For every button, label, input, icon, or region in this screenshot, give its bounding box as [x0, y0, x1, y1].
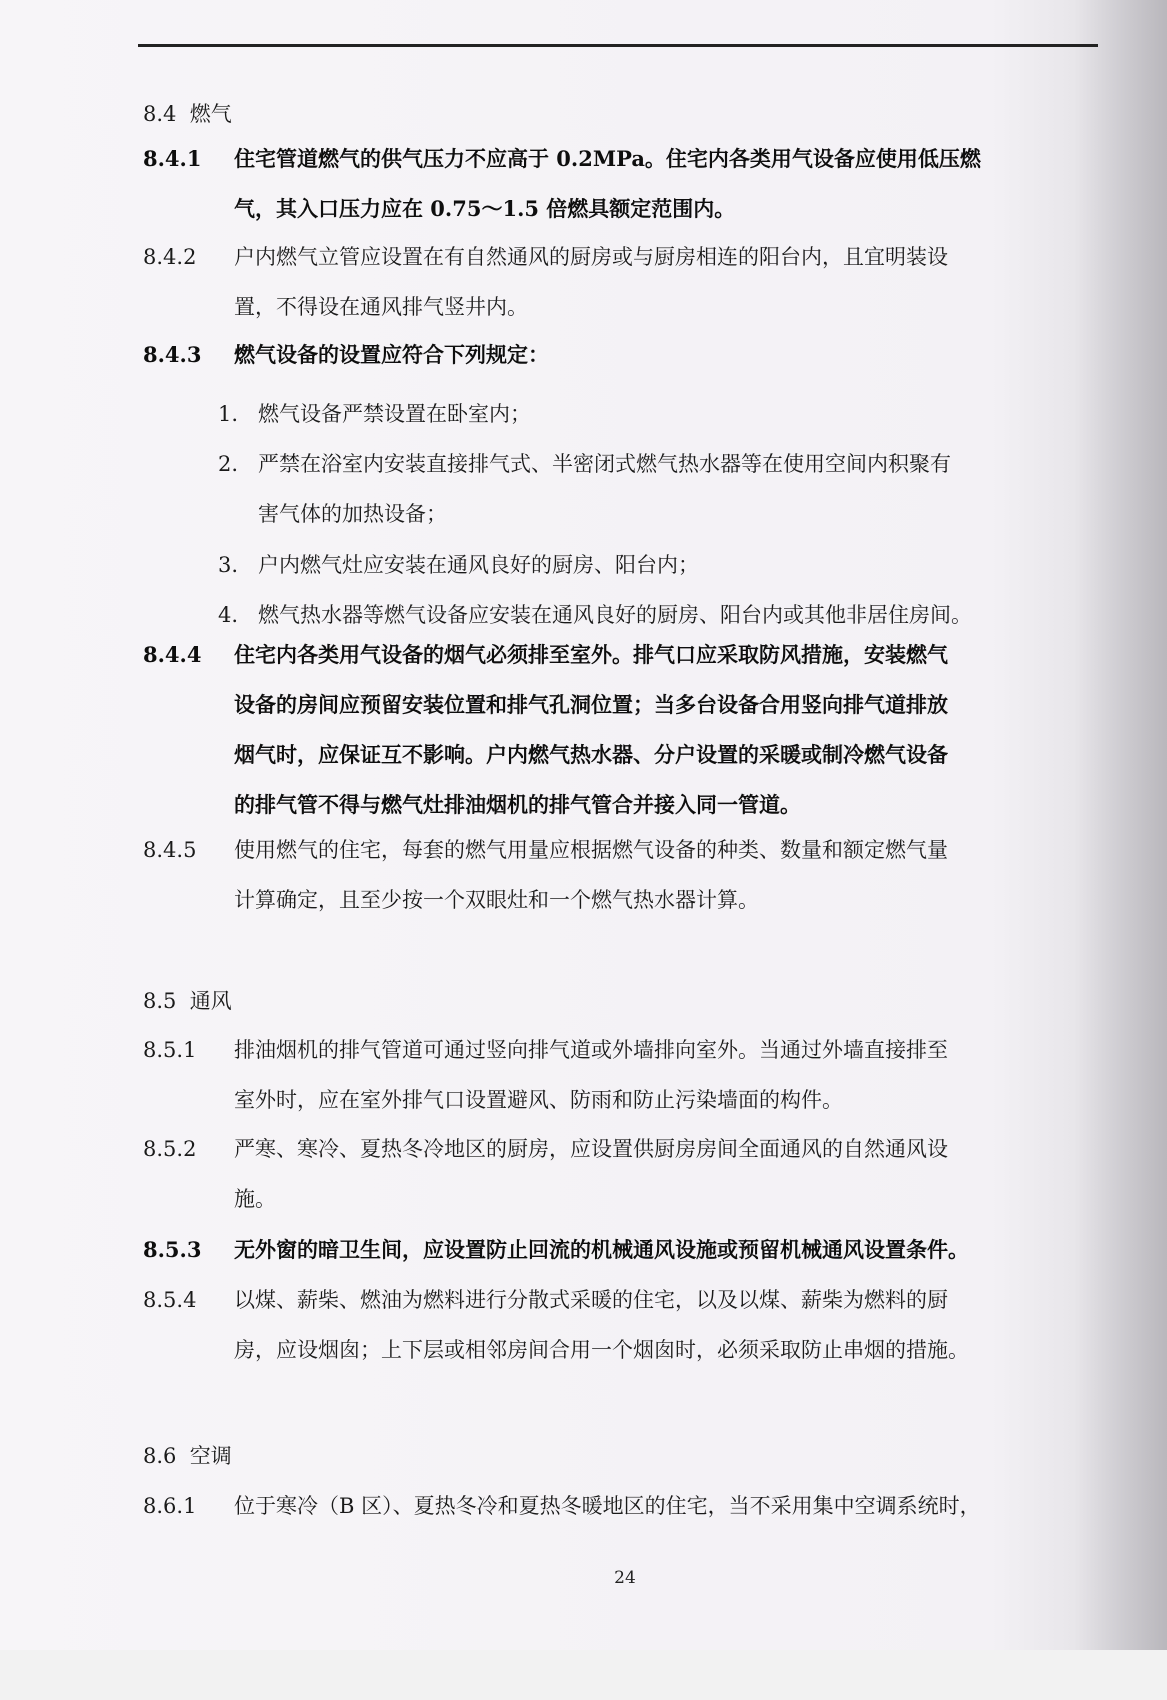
clause-number: 8.4.1: [143, 146, 202, 171]
clause-line: 位于寒冷（B 区）、夏热冬冷和夏热冬暖地区的住宅，当不采用集中空调系统时，: [234, 1494, 981, 1518]
clause-line: 烟气时，应保证互不影响。户内燃气热水器、分户设置的采暖或制冷燃气设备: [234, 742, 948, 767]
clause-number: 8.4.5: [143, 838, 197, 862]
clause-text: [234, 134, 1096, 234]
clause-line: 计算确定，且至少按一个双眼灶和一个燃气热水器计算。: [234, 888, 759, 912]
clause-line: 以煤、薪柴、燃油为燃料进行分散式采暖的住宅，以及以煤、薪柴为燃料的厨: [234, 1288, 948, 1312]
section-title: 燃气: [189, 102, 232, 126]
list-item-text: 严禁在浴室内安装直接排气式、半密闭式燃气热水器等在使用空间内积聚有: [258, 452, 951, 476]
section-heading-8-6: [143, 1440, 232, 1470]
list-item-text: 户内燃气灶应安装在通风良好的厨房、阳台内；: [258, 553, 699, 577]
scan-bottom-margin: [0, 1650, 1167, 1700]
clause-line: 住宅内各类用气设备的烟气必须排至室外。排气口应采取防风措施，安装燃气: [234, 642, 948, 667]
clause-text: [234, 1124, 1096, 1224]
clause-line: 排油烟机的排气管道可通过竖向排气道或外墙排向室外。当通过外墙直接排至: [234, 1038, 948, 1062]
clause-number: 8.4.3: [143, 342, 202, 367]
list-item-number: 2.: [218, 452, 239, 476]
section-number: 8.4: [143, 102, 177, 126]
clause-number: 8.4.2: [143, 245, 197, 269]
clause-number: 8.6.1: [143, 1494, 197, 1518]
section-title: 空调: [189, 1444, 232, 1468]
clause-text: [234, 1225, 1096, 1275]
section-title: 通风: [189, 989, 232, 1013]
list-item-text: 燃气热水器等燃气设备应安装在通风良好的厨房、阳台内或其他非居住房间。: [258, 603, 972, 627]
clause-line: 房，应设烟囱；上下层或相邻房间合用一个烟囱时，必须采取防止串烟的措施。: [234, 1338, 969, 1362]
section-heading-8-4: [143, 98, 232, 128]
clause-text: [234, 232, 1096, 332]
clause-number: 8.5.2: [143, 1137, 197, 1161]
clause-text: [234, 630, 1096, 830]
clause-line: 住宅管道燃气的供气压力不应高于 0.2MPa。住宅内各类用气设备应使用低压燃: [234, 146, 981, 171]
clause-line: 使用燃气的住宅，每套的燃气用量应根据燃气设备的种类、数量和额定燃气量: [234, 838, 948, 862]
clause-line: 室外时，应在室外排气口设置避风、防雨和防止污染墙面的构件。: [234, 1088, 843, 1112]
list-item-number: 4.: [218, 603, 239, 627]
clause-text: [234, 330, 1096, 380]
clause-line: 燃气设备的设置应符合下列规定：: [234, 342, 549, 367]
clause-line: 户内燃气立管应设置在有自然通风的厨房或与厨房相连的阳台内，且宜明装设: [234, 245, 948, 269]
list-item-number: 3.: [218, 553, 239, 577]
list-item-text: 害气体的加热设备；: [258, 502, 447, 526]
clause-text: [234, 825, 1096, 925]
clause-line: 的排气管不得与燃气灶排油烟机的排气管合并接入同一管道。: [234, 792, 801, 817]
list-item-text: 燃气设备严禁设置在卧室内；: [258, 402, 531, 426]
clause-text: [234, 1275, 1096, 1375]
clause-line: 无外窗的暗卫生间，应设置防止回流的机械通风设施或预留机械通风设置条件。: [234, 1237, 969, 1262]
clause-line: 严寒、寒冷、夏热冬冷地区的厨房，应设置供厨房房间全面通风的自然通风设: [234, 1137, 948, 1161]
header-rule: [138, 44, 1098, 47]
clause-number: 8.5.1: [143, 1038, 197, 1062]
clause-text: [234, 1481, 1096, 1531]
section-heading-8-5: [143, 985, 232, 1015]
list-item-number: 1.: [218, 402, 239, 426]
section-number: 8.6: [143, 1444, 177, 1468]
clause-line: 设备的房间应预留安装位置和排气孔洞位置；当多台设备合用竖向排气道排放: [234, 692, 948, 717]
section-number: 8.5: [143, 989, 177, 1013]
clause-number: 8.5.3: [143, 1237, 202, 1262]
clause-number: 8.4.4: [143, 642, 202, 667]
clause-number: 8.5.4: [143, 1288, 197, 1312]
clause-line: 施。: [234, 1187, 276, 1211]
clause-line: 气，其入口压力应在 0.75～1.5 倍燃具额定范围内。: [234, 196, 736, 221]
clause-line: 置，不得设在通风排气竖井内。: [234, 295, 528, 319]
clause-text: [234, 1025, 1096, 1125]
page-number: 24: [614, 1568, 636, 1588]
